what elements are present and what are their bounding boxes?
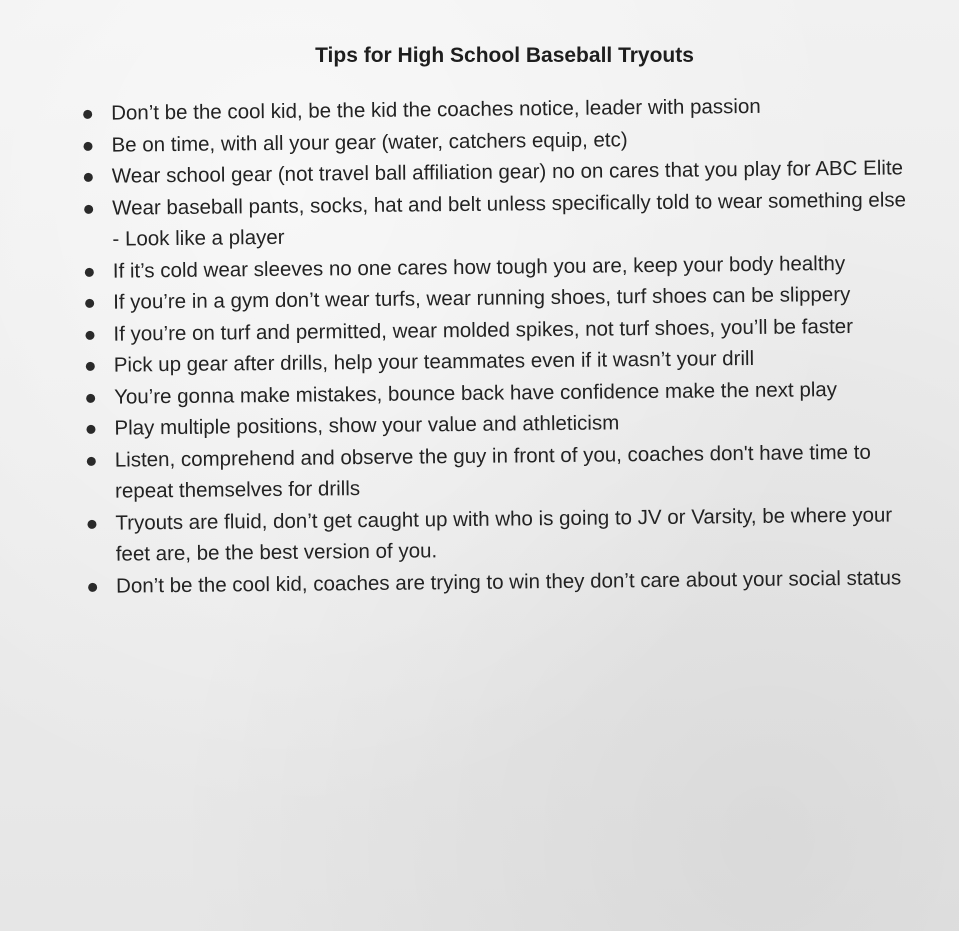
tip-text: If you’re on turf and permitted, wear molded spikes, not turf shoes, you’ll be faster [113,314,854,346]
bullet-icon [85,330,94,339]
tip-item [82,436,913,508]
tip-text: Wear school gear (not travel ball affiliation gear) no on cares that you play for ABC Elite [111,156,904,188]
tip-text: If you’re in a gym don’t wear turfs, wear running shoes, turf shoes can be slippery [113,282,851,314]
bullet-icon [87,456,96,465]
bullet-icon [86,362,95,371]
bullet-icon [88,582,97,591]
bullet-icon [83,110,92,119]
bullet-icon [84,173,93,182]
tip-item [79,184,910,256]
tip-text: Tryouts are fluid, don’t get caught up with who is going to JV or Varsity, be where your feet are, be the best version of you. [115,502,893,566]
bullet-icon [85,299,94,308]
bullet-icon [86,425,95,434]
tip-text: Wear baseball pants, socks, hat and belt unless specifically told to wear something else - Look like a player [112,187,907,251]
tip-text: Play multiple positions, show your value and athleticism [114,411,620,440]
bullet-icon [83,141,92,150]
tips-list [78,89,913,602]
bullet-icon [84,204,93,213]
tip-text: Pick up gear after drills, help your teammates even if it wasn’t your drill [113,346,755,377]
tip-text: Don’t be the cool kid, be the kid the coaches notice, leader with passion [111,94,761,125]
bullet-icon [87,519,96,528]
tip-text: You’re gonna make mistakes, bounce back have confidence make the next play [114,377,838,409]
bullet-icon [85,267,94,276]
tip-text: Listen, comprehend and observe the guy in front of you, coaches don't have time to repeat themselves for drills [114,440,871,503]
tip-text: Be on time, with all your gear (water, catchers equip, etc) [111,127,628,157]
bullet-icon [86,393,95,402]
document-title: Tips for High School Baseball Tryouts [315,44,694,67]
tip-text: If it’s cold wear sleeves no one cares how tough you are, keep your body healthy [112,251,846,283]
tip-item [82,499,913,571]
tip-text: Don’t be the cool kid, coaches are trying to win they don’t care about your social status [115,565,902,598]
